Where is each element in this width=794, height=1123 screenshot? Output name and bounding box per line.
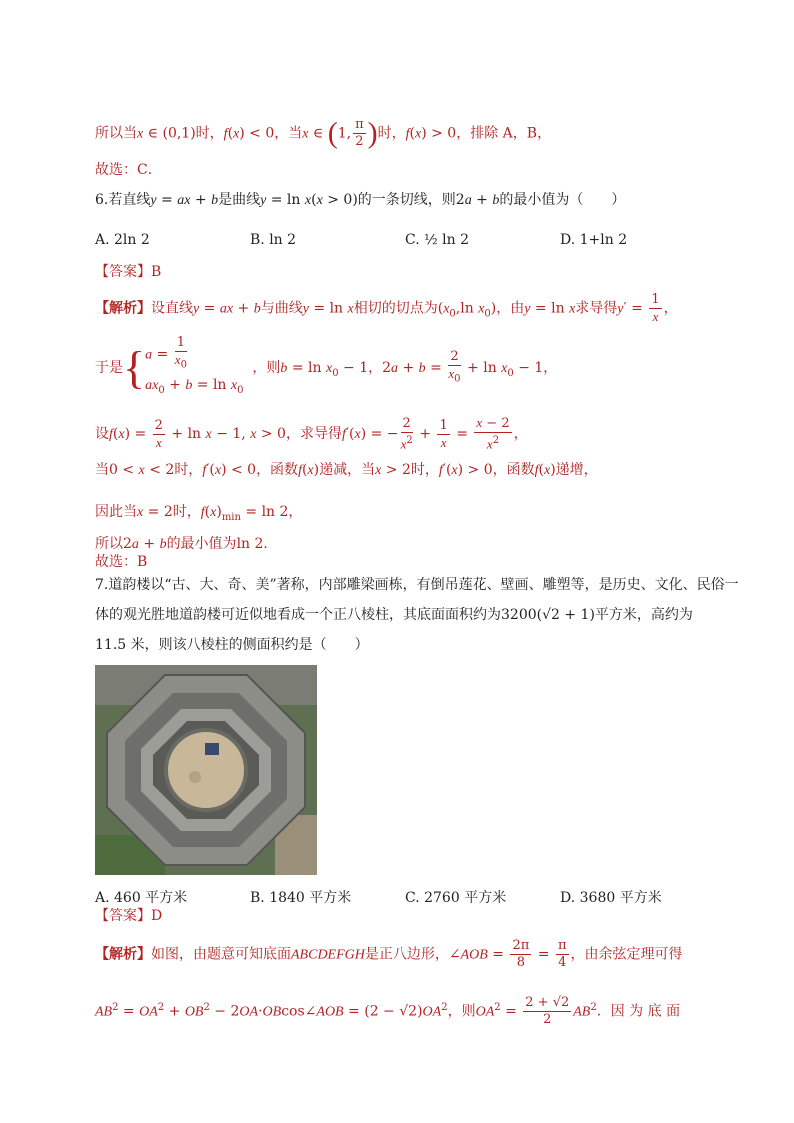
text: 【答案】B [95,264,162,280]
text: 故选：C． [95,162,162,178]
option-c: C. 2760 平方米 [405,890,507,906]
option-d: D. 1+ln 2 [560,232,628,248]
building-aerial-photo [95,665,317,875]
text: ，由 [496,300,525,317]
option-b: B. 1840 平方米 [250,890,352,906]
text: 故选：B [95,554,148,570]
text: 所以 [95,536,123,552]
math: f [223,126,228,142]
text: ，当 [274,125,303,142]
text: 因此当 [95,504,137,520]
q6-choose [95,552,147,572]
text: 体的观光胜地道韵楼可近似地看成一个正八棱柱，其底面面积约为 [95,607,501,623]
q6-options [95,232,715,248]
q6-analysis-3: 设f(x) = $\frac{2}{x}$ + ln x − 1, x > 0，求导得f′(x) = − $\frac{2}{x^2}$ + $\frac{1}{x}$ = $\frac{x - 2}{x^2}$ ， [95,415,528,452]
fraction: $\frac{\pi}{2}$ [355,117,364,149]
text: ，排除 A，B， [456,125,552,142]
text: 递减，当 [319,462,376,478]
text: 设 [95,426,109,443]
q7-stem-2: 体的观光胜地道韵楼可近似地看成一个正八棱柱，其底面面积约为3200(√2 + 1)平方米，高约为 [95,607,693,623]
option-a: A. 460 平方米 [95,890,188,906]
q6-analysis-6: 所以2a + b的最小值为ln 2． [95,536,278,552]
text: 平方米，高约为 [594,607,693,623]
text: 的一条切线，则 [357,192,456,208]
text: 是正八边形， [364,946,449,963]
text: 相切的切点为 [353,300,438,317]
text: 【答案】D [95,908,163,924]
text: ，函数 [492,462,535,478]
text: 设直线 [151,300,193,317]
text: 时， [174,462,203,478]
q6-stem: 6.若直线y = ax + b是曲线y = ln x(x > 0)的一条切线，则2a + b的最小值为（ ） [95,192,626,208]
q6-analysis-5: 因此当x = 2时，$f(x)_{min} = \ln 2$， [95,504,303,523]
q7-options [95,887,715,907]
text: 的最小值为（ ） [499,192,626,208]
q6-answer [95,262,161,282]
text: 递增， [555,462,598,478]
choose-c [95,160,162,180]
q7-stem-3 [95,635,369,655]
text: 是曲线 [218,192,261,208]
text: 时， [410,462,439,478]
text: ，由余弦定理可得 [570,946,683,963]
q6-analysis-2: 于是{ a = $\frac{1}{x_0}$ $ax_0 + b = \ln x_0$ ，则$b = \ln x_0 - 1$，2a + b = $\frac{2}{x_0}$ + $\ln x_0 - 1$， [95,335,557,401]
text: 时， [195,125,224,142]
text: 7.道韵楼以“古、大、奇、美”著称，内部雕梁画栋，有倒吊莲花、壁画、雕塑等，是历史、文化、民俗一 [95,577,739,593]
text: 如图，由题意可知底面 [151,946,291,963]
text: 当 [95,462,109,478]
equation-system: a = $\frac{1}{x_0}$ $ax_0 + b = \ln x_0$ [145,335,244,396]
text: 【解析】 [95,300,151,317]
text: 与曲线 [260,300,303,317]
text: ，则 [252,360,281,377]
q6-analysis-1: 【解析】设直线y = ax + b与曲线y = ln x相切的切点为($x_0,\ln$ $x_0$)，由y = ln x求导得y′ = $\frac{1}{x}$ ， [95,292,678,324]
q7-analysis-2: $AB^2 = OA^2 + OB^2$ − 2OA·OBcos∠AOB = $(2 - √2)OA^2$，则$OA^2$ = $\frac{2 + √2}{2}$ $AB^2$．因 为 底 面 [95,995,681,1027]
option-b: B. ln 2 [250,232,297,248]
text: 6.若直线 [95,192,151,208]
q7-answer [95,906,162,926]
text: ，求导得 [285,426,342,443]
text: 时， [377,125,406,142]
text: 的最小值为 [166,536,237,552]
text: 时， [172,504,201,520]
text: 【解析】 [95,946,151,963]
text: 11.5 米，则该八棱柱的侧面积约是（ ） [95,637,369,653]
text: 求导得 [575,300,618,317]
text: ，函数 [256,462,299,478]
text: 于是 [95,360,123,377]
option-a: A. 2ln 2 [95,232,150,248]
text: ，则 [447,1003,476,1020]
math: x [137,126,144,142]
option-c: C. ½ ln 2 [405,232,469,248]
q7-analysis-1: 【解析】如图，由题意可知底面ABCDEFGH是正八边形，∠AOB = $\frac{2\pi}{8}$ = $\frac{\pi}{4}$ ，由余弦定理可得 [95,938,683,970]
text: ．因 为 底 面 [596,1003,681,1020]
option-d: D. 3680 平方米 [560,890,662,906]
q6-analysis-4: 当0 < x < 2时，f′(x) < 0，函数f(x)递减，当x > 2时，f′(x) > 0，函数f(x)递增， [95,462,598,478]
q7-stem-1 [95,575,739,595]
text-line-1: 所以当x ∈ (0,1)时，f(x) < 0，当x ∈ (1, $\frac{\pi}{2}$ )时，f(x) > 0，排除 A，B， [95,116,552,150]
text: 所以当 [95,125,137,142]
